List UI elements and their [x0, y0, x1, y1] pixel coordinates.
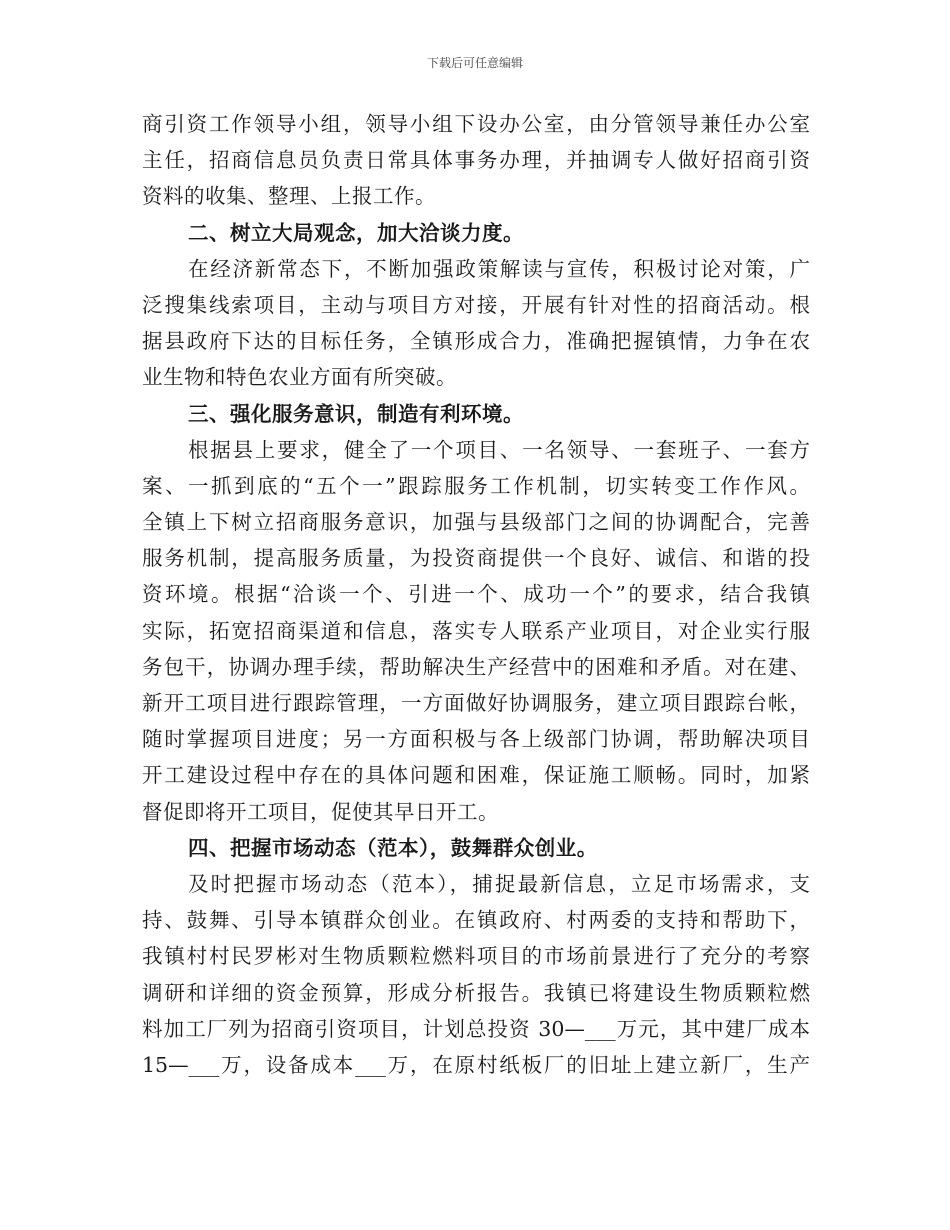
text-line: 调研和详细的资金预算，形成分析报告。我镇已将建设生物质颗粒燃 — [142, 980, 810, 1005]
text-line: 新开工项目进行跟踪管理，一方面做好协调服务，建立项目跟踪台帐， — [142, 691, 810, 715]
text-line: 业生物和特色农业方面有所突破。 — [142, 365, 457, 390]
text-line: 实际，拓宽招商渠道和信息，落实专人联系产业项目，对企业实行服 — [142, 618, 810, 643]
text-line: 随时掌握项目进度；另一方面积极与各上级部门协调，帮助解决项目 — [142, 727, 810, 752]
text-line: 我镇村村民罗彬对生物质颗粒燃料项目的市场前景进行了充分的考察 — [142, 944, 810, 969]
text-line: 根据县上要求，健全了一个项目、一名领导、一套班子、一套方 — [188, 437, 810, 462]
text-line: 开工建设过程中存在的具体问题和困难，保证施工顺畅。同时，加紧 — [142, 763, 810, 788]
text-line: 主任，招商信息员负责日常具体事务办理，并抽调专人做好招商引资 — [142, 148, 810, 173]
text-line: 在经济新常态下，不断加强政策解读与宣传，积极讨论对策，广 — [188, 256, 810, 281]
text-line: 商引资工作领导小组，领导小组下设办公室，由分管领导兼任办公室 — [142, 112, 810, 136]
text-line: 泛搜集线索项目，主动与项目方对接，开展有针对性的招商活动。根 — [142, 292, 810, 317]
page-header-note: 下载后可任意编辑 — [426, 56, 523, 70]
text-line: 15—___万，设备成本___万，在原村纸板厂的旧址上建立新厂，生产 — [142, 1052, 810, 1077]
text-line: 务包干，协调办理手续，帮助解决生产经营中的困难和矛盾。对在建、 — [142, 654, 810, 679]
text-line: 持、鼓舞、引导本镇群众创业。在镇政府、村两委的支持和帮助下， — [142, 908, 810, 933]
text-line: 资环境。根据“洽谈一个、引进一个、成功一个”的要求，结合我镇 — [142, 582, 810, 607]
text-line: 案、一抓到底的“五个一”跟踪服务工作机制，切实转变工作作风。 — [142, 473, 810, 498]
text-line: 督促即将开工项目，促使其早日开工。 — [142, 799, 499, 824]
text-line: 全镇上下树立招商服务意识，加强与县级部门之间的协调配合，完善 — [142, 510, 810, 535]
section-heading: 四、把握市场动态（范本），鼓舞群众创业。 — [188, 835, 598, 860]
text-line: 及时把握市场动态（范本），捕捉最新信息，立足市场需求，支 — [188, 871, 810, 896]
section-heading: 二、树立大局观念，加大洽谈力度。 — [188, 220, 524, 245]
section-heading: 三、强化服务意识，制造有利环境。 — [188, 401, 524, 426]
text-line: 资料的收集、整理、上报工作。 — [142, 184, 436, 209]
document-body — [142, 106, 810, 1083]
text-line: 料加工厂列为招商引资项目，计划总投资 30—___万元，其中建厂成本 — [142, 1016, 810, 1041]
text-line: 据县政府下达的目标任务，全镇形成合力，准确把握镇情，力争在农 — [142, 329, 810, 354]
text-line: 服务机制，提高服务质量，为投资商提供一个良好、诚信、和谐的投 — [142, 546, 810, 571]
